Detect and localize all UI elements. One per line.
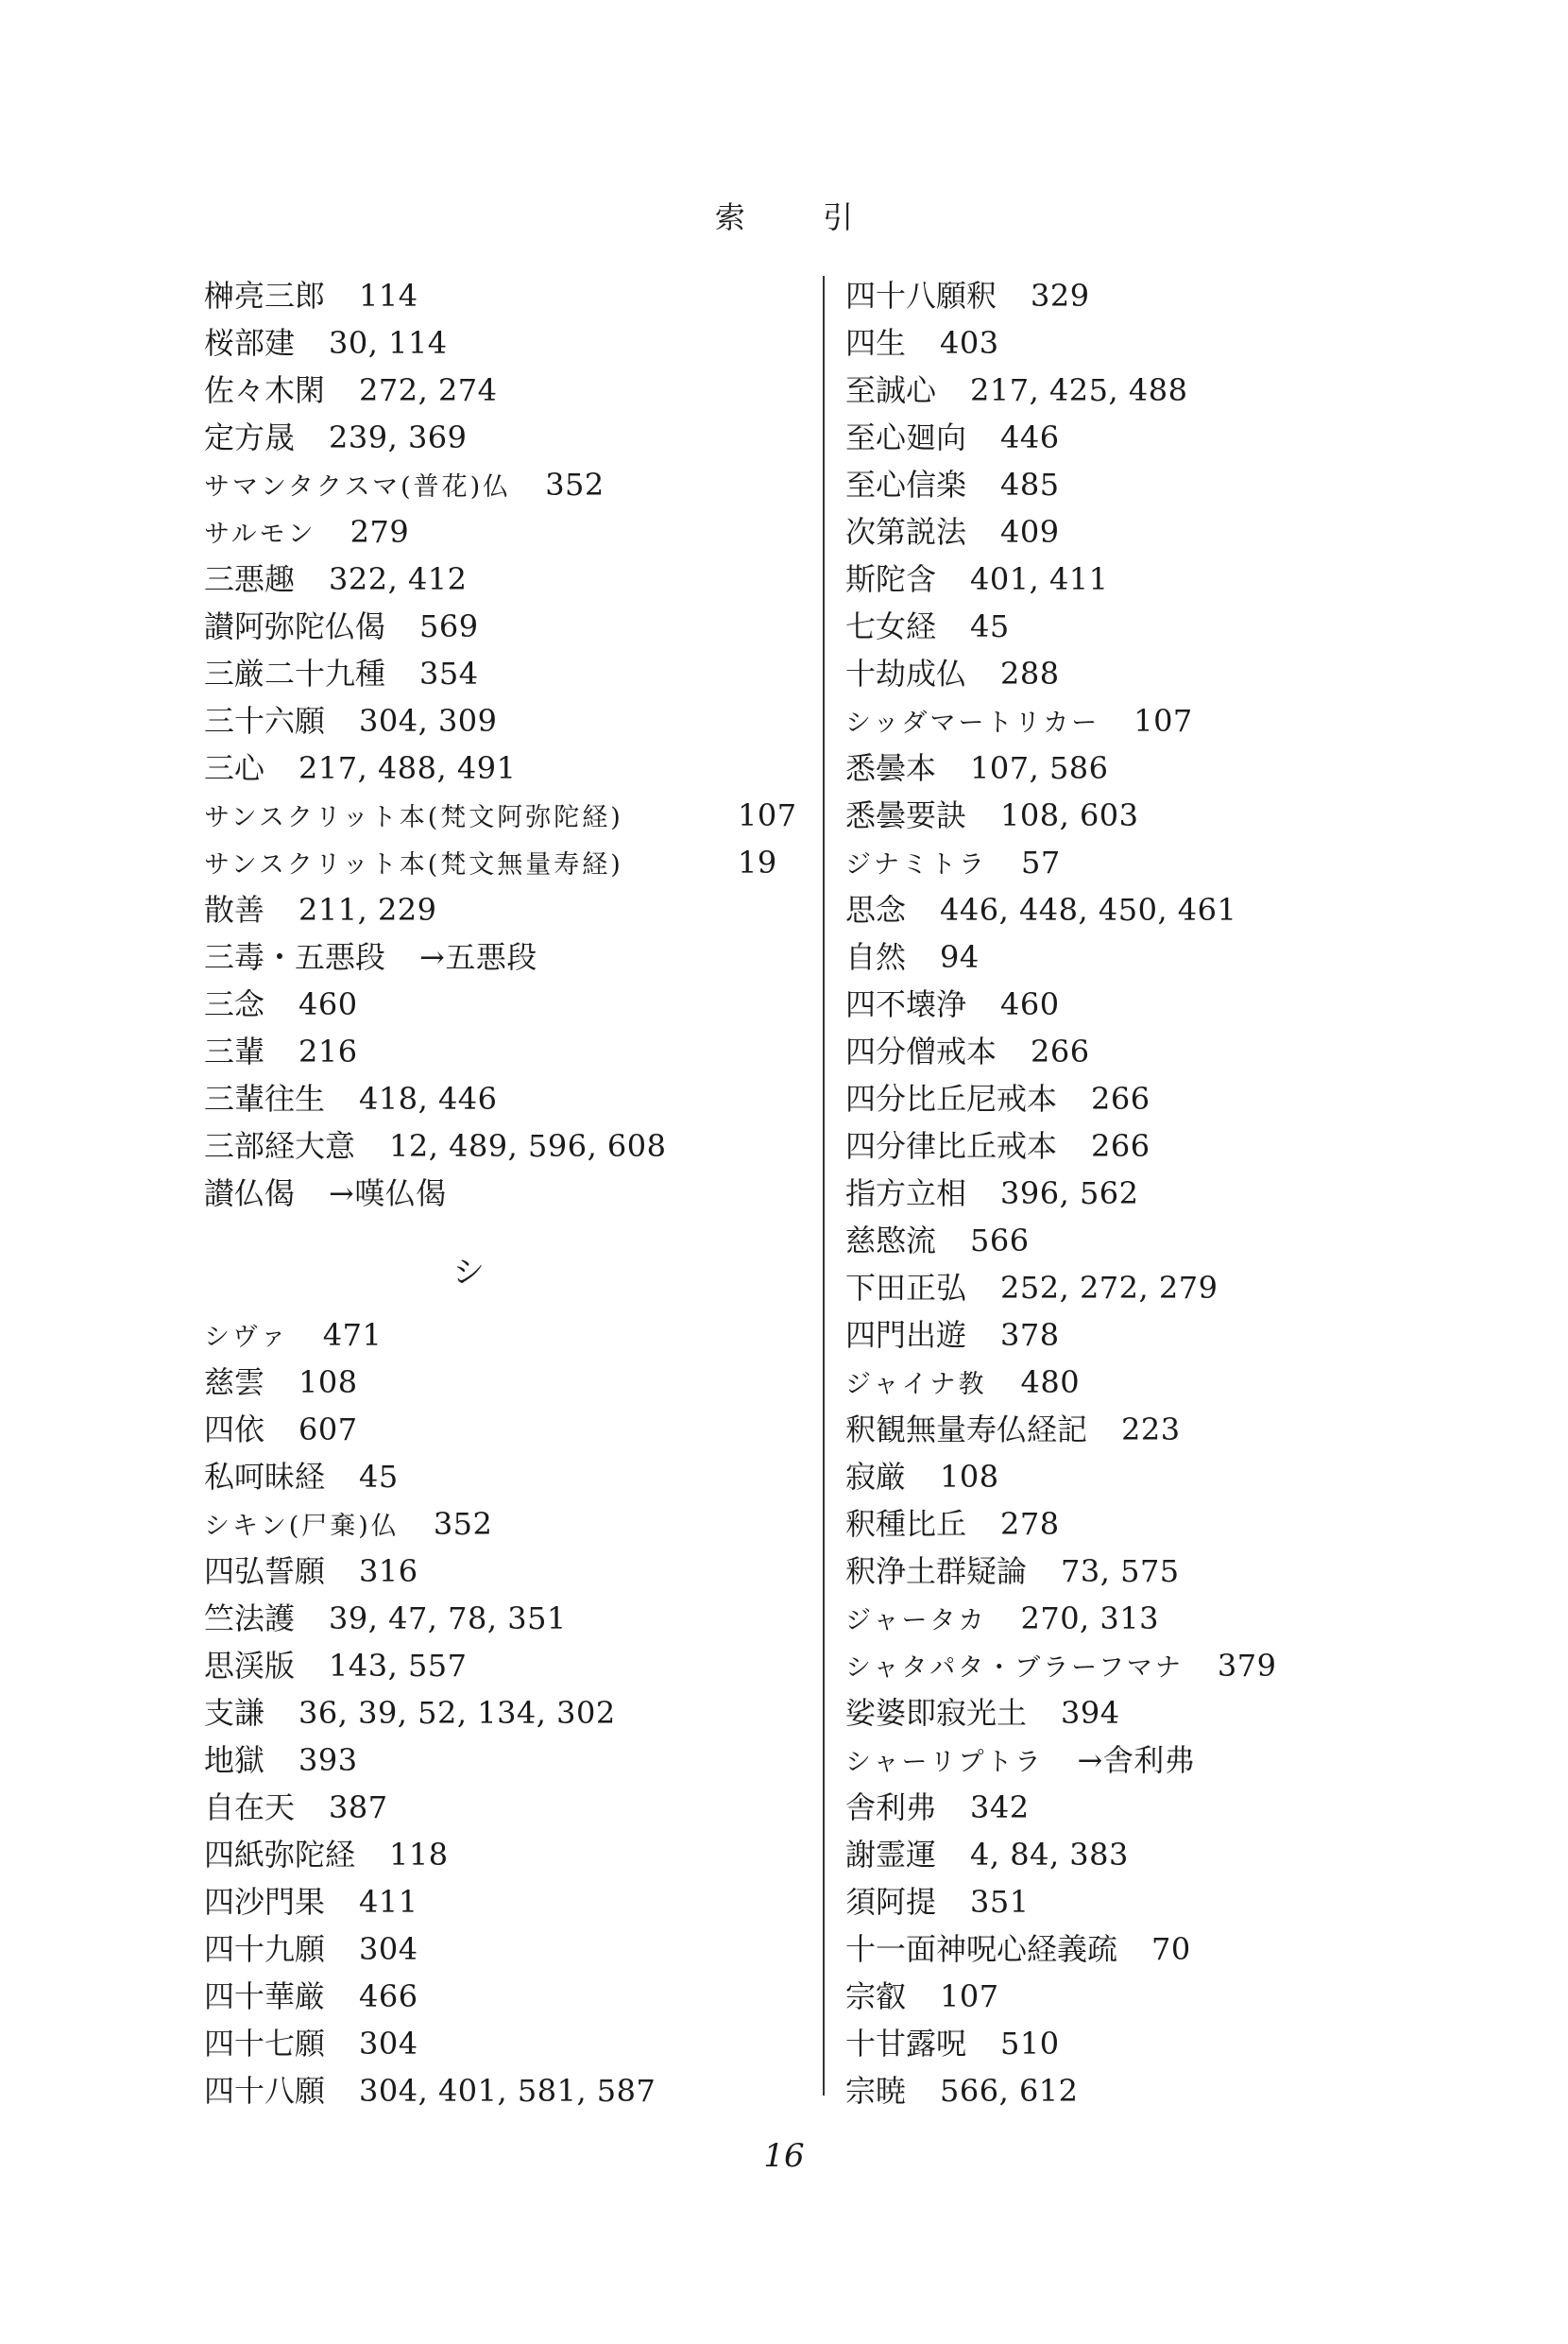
index-pages: 19 [738, 845, 777, 881]
index-entry [204, 650, 827, 697]
index-entry [204, 1925, 827, 1973]
index-term: 四分僧戒本 [845, 1034, 997, 1069]
index-pages: 351 [970, 1884, 1030, 1920]
index-pages: 379 [1217, 1648, 1277, 1684]
index-term: ジナミトラ [845, 850, 987, 880]
index-pages: 304, 309 [359, 703, 498, 739]
index-pages: 396, 562 [1000, 1175, 1139, 1211]
index-entry [204, 1406, 827, 1453]
index-term: 謝霊運 [845, 1837, 937, 1873]
index-entry [204, 1311, 827, 1359]
index-pages: 322, 412 [329, 561, 468, 597]
index-pages: →舎利弗 [1077, 1742, 1196, 1778]
index-pages: 39, 47, 78, 351 [329, 1600, 567, 1636]
index-pages: 107 [1133, 703, 1193, 739]
index-entry [845, 272, 1450, 319]
index-pages: 316 [359, 1553, 418, 1589]
right-column [845, 272, 1450, 2114]
index-pages: 107, 586 [970, 750, 1109, 786]
index-entry [204, 1689, 827, 1737]
index-entry [204, 886, 827, 933]
index-entry [845, 1548, 1450, 1595]
index-term: 十一面神呪心経義疏 [845, 1931, 1118, 1967]
index-term: サンスクリット本(梵文無量寿経) [204, 850, 623, 880]
index-entry [204, 1359, 827, 1406]
index-term: 三十六願 [204, 703, 326, 739]
index-entry [204, 1500, 827, 1548]
index-entry [845, 1500, 1450, 1548]
index-term: 私呵昧経 [204, 1459, 326, 1495]
index-entry [845, 1311, 1450, 1359]
index-pages: 394 [1061, 1695, 1120, 1731]
index-pages: 266 [1091, 1081, 1150, 1117]
index-entry [845, 367, 1450, 414]
index-term: 四生 [845, 325, 907, 361]
index-entry [204, 744, 827, 792]
index-term: 寂厳 [845, 1459, 907, 1495]
index-pages: 418, 446 [359, 1081, 498, 1117]
index-term: 十甘露呪 [845, 2026, 967, 2062]
page-header [0, 194, 1568, 237]
index-pages: 480 [1020, 1364, 1081, 1400]
index-entry [204, 933, 827, 981]
index-pages: 352 [545, 467, 605, 503]
index-term: 斯陀含 [845, 561, 937, 597]
index-entry [204, 792, 827, 839]
index-pages: 36, 39, 52, 134, 302 [298, 1695, 616, 1731]
index-entry [204, 319, 827, 367]
index-entry [845, 1075, 1450, 1122]
index-pages: 569 [419, 608, 479, 644]
index-term: 四沙門果 [204, 1884, 326, 1920]
index-entry [204, 1784, 827, 1831]
index-entry [845, 319, 1450, 367]
index-entry [845, 744, 1450, 792]
index-term: 三悪趣 [204, 561, 296, 597]
index-term: 自然 [845, 939, 907, 975]
index-entry [845, 981, 1450, 1028]
index-term: 三厳二十九種 [204, 656, 386, 692]
index-term: 讃阿弥陀仏偈 [204, 608, 386, 644]
index-pages: 107 [940, 1978, 999, 2014]
index-term: 讃仏偈 [204, 1175, 296, 1211]
index-entry [204, 2020, 827, 2067]
index-entry [204, 414, 827, 461]
index-pages: 471 [322, 1317, 383, 1353]
index-entry [204, 1170, 827, 1217]
index-term: 釈観無量寿仏経記 [845, 1412, 1088, 1447]
index-pages: 252, 272, 279 [1000, 1270, 1219, 1306]
index-entry [204, 272, 827, 319]
index-term: 四依 [204, 1412, 265, 1447]
index-term: 次第説法 [845, 514, 967, 550]
index-entry [845, 603, 1450, 650]
index-pages: 352 [433, 1506, 493, 1542]
section-heading: シ [452, 1254, 485, 1292]
index-entry [845, 1453, 1450, 1500]
index-entry [845, 1170, 1450, 1217]
index-term: 悉曇要訣 [845, 797, 967, 833]
header-left-char: 索 [714, 199, 745, 235]
index-pages: 45 [359, 1459, 399, 1495]
index-term: 三輩往生 [204, 1081, 326, 1117]
index-pages: 217, 488, 491 [298, 750, 517, 786]
index-pages: 270, 313 [1020, 1600, 1159, 1636]
index-pages: 107 [738, 797, 797, 833]
index-entry [204, 1028, 827, 1075]
index-term: 三毒・五悪段 [204, 939, 386, 975]
index-term: 四弘誓願 [204, 1553, 326, 1589]
index-pages: 278 [1000, 1506, 1060, 1542]
index-term: 舎利弗 [845, 1789, 937, 1825]
index-pages: 217, 425, 488 [970, 372, 1188, 408]
index-term: 三輩 [204, 1034, 265, 1069]
index-entry [845, 461, 1450, 508]
index-pages: 446, 448, 450, 461 [940, 892, 1237, 928]
left-column [204, 272, 827, 2114]
index-pages: 304 [359, 1931, 418, 1967]
index-pages: 403 [940, 325, 999, 361]
index-entry [845, 1028, 1450, 1075]
index-term: 竺法護 [204, 1600, 296, 1636]
index-pages: 485 [1000, 467, 1060, 503]
index-term: 桜部建 [204, 325, 296, 361]
index-term: 娑婆即寂光土 [845, 1695, 1028, 1731]
index-term: 四十八願釈 [845, 278, 997, 314]
index-term: 四紙弥陀経 [204, 1837, 356, 1873]
index-term: 七女経 [845, 608, 937, 644]
index-pages: 393 [298, 1742, 358, 1778]
index-entry [204, 1453, 827, 1500]
index-term: 思渓版 [204, 1648, 296, 1684]
index-term: ジャータカ [845, 1606, 987, 1635]
index-entry [204, 603, 827, 650]
index-term: 四分比丘尼戒本 [845, 1081, 1058, 1117]
index-term: 至誠心 [845, 372, 937, 408]
index-pages: 114 [359, 278, 418, 314]
index-term: 榊亮三郎 [204, 278, 326, 314]
index-entry [204, 1075, 827, 1122]
index-term: シャーリプトラ [845, 1748, 1044, 1777]
index-term: 指方立相 [845, 1175, 967, 1211]
index-term: 至心信楽 [845, 467, 967, 503]
index-term: 三念 [204, 986, 265, 1022]
index-pages: 266 [1031, 1034, 1090, 1069]
index-pages: 239, 369 [329, 419, 468, 455]
index-term: 宗叡 [845, 1978, 907, 2014]
index-entry [845, 1973, 1450, 2020]
index-term: 四十九願 [204, 1931, 326, 1967]
index-pages: 446 [1000, 419, 1060, 455]
index-pages: 378 [1000, 1317, 1060, 1353]
index-term: 釈浄土群疑論 [845, 1553, 1028, 1589]
index-pages: 4, 84, 383 [970, 1837, 1129, 1873]
index-entry [845, 1359, 1450, 1406]
index-term: 下田正弘 [845, 1270, 967, 1306]
index-pages: 211, 229 [298, 892, 437, 928]
index-term: 至心廻向 [845, 419, 967, 455]
index-pages: 566 [970, 1223, 1030, 1258]
index-entry [845, 1831, 1450, 1878]
index-entry [204, 697, 827, 744]
index-entry [845, 650, 1450, 697]
index-term: サンスクリット本(梵文阿弥陀経) [204, 803, 623, 832]
index-entry [845, 1784, 1450, 1831]
index-entry [845, 1642, 1450, 1689]
index-entry [204, 839, 827, 886]
index-entry [845, 1925, 1450, 1973]
index-term: 定方晟 [204, 419, 296, 455]
index-term: 三部経大意 [204, 1128, 356, 1164]
index-entry [845, 1406, 1450, 1453]
index-term: 四十華厳 [204, 1978, 326, 2014]
index-entry [845, 1878, 1450, 1925]
index-pages: 223 [1121, 1412, 1181, 1447]
index-term: サルモン [204, 520, 316, 549]
index-entry [204, 1878, 827, 1925]
index-pages: →五悪段 [419, 939, 537, 975]
index-entry [204, 367, 827, 414]
index-pages: 304, 401, 581, 587 [359, 2073, 656, 2109]
index-pages: 607 [298, 1412, 358, 1447]
index-pages: 12, 489, 596, 608 [389, 1128, 667, 1164]
index-pages: 45 [970, 608, 1010, 644]
index-pages: 342 [970, 1789, 1030, 1825]
index-entry [845, 2067, 1450, 2114]
index-entry [845, 508, 1450, 556]
page-number: 16 [763, 2137, 805, 2175]
index-entry [845, 1595, 1450, 1642]
index-term: 四不壊浄 [845, 986, 967, 1022]
index-term: 三心 [204, 750, 265, 786]
index-term: 十劫成仏 [845, 656, 967, 692]
index-pages: →嘆仏偈 [329, 1175, 447, 1211]
index-term: 釈種比丘 [845, 1506, 967, 1542]
index-entry [845, 792, 1450, 839]
index-pages: 73, 575 [1061, 1553, 1180, 1589]
index-pages: 94 [940, 939, 980, 975]
index-pages: 329 [1031, 278, 1090, 314]
index-term: シャタパタ・ブラーフマナ [845, 1653, 1184, 1683]
header-right-char: 引 [823, 199, 854, 235]
index-entry [204, 508, 827, 556]
index-term: 悉曇本 [845, 750, 937, 786]
index-term: 四門出遊 [845, 1317, 967, 1353]
index-entry [845, 839, 1450, 886]
index-pages: 30, 114 [329, 325, 448, 361]
index-term: サマンタクスマ(普花)仏 [204, 472, 512, 502]
index-pages: 387 [329, 1789, 388, 1825]
index-entry [845, 1217, 1450, 1264]
index-term: 慈雲 [204, 1364, 265, 1400]
index-entry [204, 1595, 827, 1642]
index-pages: 460 [298, 986, 358, 1022]
index-term: 支謙 [204, 1695, 265, 1731]
index-entry [845, 886, 1450, 933]
index-pages: 288 [1000, 656, 1060, 692]
index-term: 佐々木閑 [204, 372, 326, 408]
index-entry [204, 461, 827, 508]
index-pages: 510 [1000, 2026, 1060, 2062]
index-pages: 70 [1151, 1931, 1191, 1967]
index-entry [204, 981, 827, 1028]
index-term: 四十七願 [204, 2026, 326, 2062]
index-pages: 409 [1000, 514, 1060, 550]
index-pages: 466 [359, 1978, 418, 2014]
index-term: 宗暁 [845, 2073, 907, 2109]
index-entry [845, 1264, 1450, 1311]
index-entry [845, 2020, 1450, 2067]
index-pages: 216 [298, 1034, 358, 1069]
index-entry [845, 933, 1450, 981]
index-term: 須阿提 [845, 1884, 937, 1920]
index-pages: 304 [359, 2026, 418, 2062]
index-term: 思念 [845, 892, 907, 928]
index-entry [845, 1689, 1450, 1737]
index-pages: 118 [389, 1837, 449, 1873]
index-entry [845, 697, 1450, 744]
index-pages: 266 [1091, 1128, 1150, 1164]
index-entry [204, 2067, 827, 2114]
index-term: シヴァ [204, 1323, 289, 1352]
index-term: 地獄 [204, 1742, 265, 1778]
index-term: シッダマートリカー [845, 709, 1100, 738]
index-pages: 354 [419, 656, 479, 692]
index-term: 四十八願 [204, 2073, 326, 2109]
index-term: 四分律比丘戒本 [845, 1128, 1058, 1164]
index-entry [204, 556, 827, 603]
index-entry [204, 1642, 827, 1689]
index-entry [204, 1122, 827, 1170]
index-pages: 566, 612 [940, 2073, 1079, 2109]
index-pages: 108, 603 [1000, 797, 1139, 833]
index-pages: 57 [1021, 845, 1061, 881]
index-pages: 108 [940, 1459, 999, 1495]
index-term: 散善 [204, 892, 265, 928]
index-pages: 272, 274 [359, 372, 498, 408]
index-term: 慈愍流 [845, 1223, 937, 1258]
index-entry [204, 1548, 827, 1595]
index-pages: 401, 411 [970, 561, 1109, 597]
index-pages: 279 [349, 514, 410, 550]
index-pages: 460 [1000, 986, 1060, 1022]
index-pages: 108 [298, 1364, 358, 1400]
index-entry [204, 1831, 827, 1878]
index-entry [845, 1122, 1450, 1170]
index-entry [845, 556, 1450, 603]
index-term: ジャイナ教 [845, 1370, 987, 1399]
index-entry [845, 1737, 1450, 1784]
index-pages: 411 [359, 1884, 418, 1920]
index-term: シキン(尸棄)仏 [204, 1512, 400, 1541]
index-pages: 143, 557 [329, 1648, 468, 1684]
index-entry [204, 1737, 827, 1784]
index-entry [204, 1973, 827, 2020]
index-entry [845, 414, 1450, 461]
index-term: 自在天 [204, 1789, 296, 1825]
